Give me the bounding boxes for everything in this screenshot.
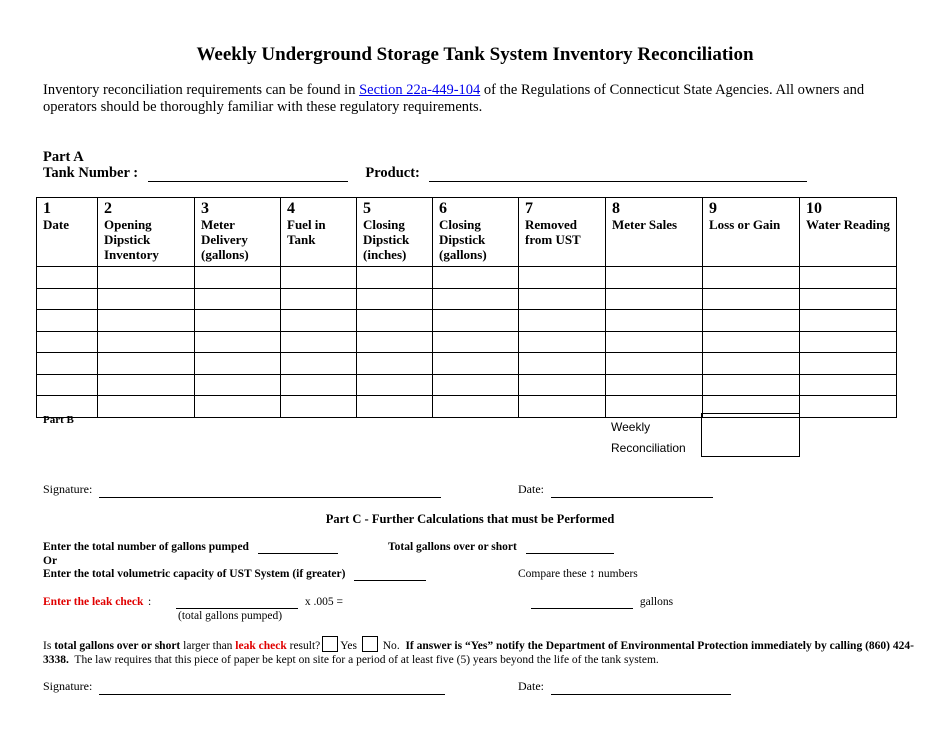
- table-cell[interactable]: [519, 396, 606, 418]
- inventory-table-body: [37, 267, 897, 418]
- table-cell[interactable]: [37, 331, 98, 353]
- table-cell[interactable]: [433, 331, 519, 353]
- compare-text-after: numbers: [598, 568, 638, 580]
- column-header-removed: 7 Removed from UST: [519, 198, 606, 267]
- gallons-pumped-field[interactable]: [258, 541, 338, 554]
- compare-arrow-icon: ↕: [589, 568, 596, 580]
- no-checkbox[interactable]: [362, 636, 378, 652]
- column-header-water-reading: 10 Water Reading: [800, 198, 897, 267]
- table-cell[interactable]: [519, 331, 606, 353]
- table-cell[interactable]: [606, 374, 703, 396]
- intro-text-after: of the Regulations of Connecticut State Agencies. All owners and operators should be thoroughly familiar with these regulatory requirements.: [43, 82, 865, 115]
- table-cell[interactable]: [433, 353, 519, 375]
- yes-checkbox[interactable]: [322, 636, 338, 652]
- table-header-row: [37, 198, 897, 267]
- table-cell[interactable]: [281, 267, 357, 289]
- table-cell[interactable]: [98, 267, 195, 289]
- intro-text-before: Inventory reconciliation requirements can be found in: [43, 82, 360, 98]
- table-row: [37, 331, 897, 353]
- compare-text: Compare these: [518, 568, 587, 580]
- table-cell[interactable]: [606, 267, 703, 289]
- column-header-meter-sales: 8 Meter Sales: [606, 198, 703, 267]
- table-cell[interactable]: [703, 353, 800, 375]
- part-a-section: [43, 149, 807, 182]
- intro-paragraph: [43, 82, 903, 116]
- column-header-opening-dipstick: 2 Opening Dipstick Inventory: [98, 198, 195, 267]
- total-pumped-note: (total gallons pumped): [178, 610, 283, 622]
- leak-check-row: [176, 596, 343, 609]
- table-row: [37, 267, 897, 289]
- table-cell[interactable]: [800, 267, 897, 289]
- table-cell[interactable]: [37, 353, 98, 375]
- table-cell[interactable]: [98, 374, 195, 396]
- table-cell[interactable]: [98, 310, 195, 332]
- notice-paragraph: Is total gallons over or short larger than leak check result? Yes No. If answer is “Yes” notify the Department of Environmental Protection immediately by calling (860) 424-3338. The law requires that this piece of paper be kept on site for a period of at least five (5) years beyond the life of the tank system.: [43, 636, 923, 667]
- volumetric-row: [43, 568, 426, 581]
- table-cell[interactable]: [800, 331, 897, 353]
- table-cell[interactable]: [37, 310, 98, 332]
- column-header-closing-gallons: 6 Closing Dipstick (gallons): [433, 198, 519, 267]
- table-cell[interactable]: [519, 288, 606, 310]
- table-cell[interactable]: [433, 267, 519, 289]
- notice-law: The law requires that this piece of paper be kept on site for a period of at least five (5) years beyond the life of the tank system.: [74, 654, 659, 666]
- volumetric-label: Enter the total volumetric capacity of UST System (if greater): [43, 568, 346, 580]
- table-row: [37, 353, 897, 375]
- table-cell[interactable]: [195, 267, 281, 289]
- column-header-closing-inches: 5 Closing Dipstick (inches): [357, 198, 433, 267]
- table-cell[interactable]: [703, 374, 800, 396]
- table-cell[interactable]: [357, 353, 433, 375]
- multiplier-text: x .005 =: [304, 596, 343, 608]
- signature-field-1[interactable]: [99, 482, 441, 498]
- table-cell[interactable]: [98, 331, 195, 353]
- leak-result-row: [531, 596, 673, 609]
- gallons-label: gallons: [639, 596, 674, 608]
- table-cell[interactable]: [281, 310, 357, 332]
- table-row: [37, 288, 897, 310]
- yes-label: Yes: [340, 640, 357, 652]
- table-cell[interactable]: [37, 374, 98, 396]
- table-cell[interactable]: [433, 310, 519, 332]
- table-cell[interactable]: [98, 353, 195, 375]
- table-cell[interactable]: [606, 331, 703, 353]
- table-cell[interactable]: [357, 288, 433, 310]
- tank-number-field[interactable]: [148, 165, 348, 182]
- signature-row-2: [43, 679, 445, 695]
- table-cell[interactable]: [281, 374, 357, 396]
- table-cell[interactable]: [606, 288, 703, 310]
- table-cell[interactable]: [281, 331, 357, 353]
- date-row-1: [518, 482, 713, 498]
- table-cell[interactable]: [606, 353, 703, 375]
- regulation-link[interactable]: Section 22a-449-104: [359, 82, 481, 98]
- table-cell[interactable]: [357, 396, 433, 418]
- table-cell[interactable]: [703, 310, 800, 332]
- table-cell[interactable]: [433, 288, 519, 310]
- table-cell[interactable]: [703, 331, 800, 353]
- table-cell[interactable]: [703, 288, 800, 310]
- weekly-reconciliation-field[interactable]: [701, 413, 800, 457]
- table-cell[interactable]: [357, 310, 433, 332]
- table-cell[interactable]: [357, 267, 433, 289]
- product-field[interactable]: [429, 165, 807, 182]
- table-cell[interactable]: [800, 310, 897, 332]
- date-label: Date:: [518, 482, 544, 496]
- table-cell[interactable]: [281, 353, 357, 375]
- total-over-short-field[interactable]: [526, 541, 614, 554]
- table-cell[interactable]: [433, 396, 519, 418]
- signature-label-2: Signature:: [43, 679, 93, 693]
- compare-row: [518, 568, 638, 580]
- weekly-reconciliation-label: Weekly Reconciliation: [611, 420, 686, 455]
- table-cell[interactable]: [519, 267, 606, 289]
- table-cell[interactable]: [800, 374, 897, 396]
- leak-check-field[interactable]: [176, 596, 298, 609]
- table-cell[interactable]: [433, 374, 519, 396]
- column-header-fuel-in-tank: 4 Fuel in Tank: [281, 198, 357, 267]
- page-title: Weekly Underground Storage Tank System Inventory Reconciliation: [196, 44, 754, 65]
- table-cell[interactable]: [606, 396, 703, 418]
- signature-label: Signature:: [43, 482, 93, 496]
- table-cell[interactable]: [519, 353, 606, 375]
- date-field-2[interactable]: [551, 679, 731, 695]
- column-header-date: 1 Date: [37, 198, 98, 267]
- part-b-heading: Part B: [43, 414, 74, 426]
- date-field-1[interactable]: [551, 482, 713, 498]
- gallons-pumped-row: [43, 541, 338, 554]
- date-row-2: [518, 679, 731, 695]
- column-header-loss-gain: 9 Loss or Gain: [703, 198, 800, 267]
- table-cell[interactable]: [98, 396, 195, 418]
- table-cell[interactable]: [98, 288, 195, 310]
- volumetric-field[interactable]: [354, 568, 426, 581]
- table-cell[interactable]: [195, 374, 281, 396]
- no-label: No: [382, 640, 397, 652]
- leak-check-label: Enter the leak check: [43, 596, 144, 608]
- product-label: Product:: [365, 165, 420, 181]
- total-over-short-label: Total gallons over or short: [388, 541, 517, 553]
- total-over-short-row: [388, 541, 614, 554]
- table-cell[interactable]: [357, 331, 433, 353]
- table-cell[interactable]: [606, 310, 703, 332]
- table-row: [37, 310, 897, 332]
- or-label: Or: [43, 555, 58, 567]
- part-c-heading: Part C - Further Calculations that must be Performed: [325, 512, 615, 526]
- notice-instruction: If answer is “Yes” notify the Department of Environmental Protection immediately by calling (860) 424-3338.: [43, 640, 914, 666]
- column-header-meter-delivery: 3 Meter Delivery (gallons): [195, 198, 281, 267]
- table-cell[interactable]: [37, 288, 98, 310]
- signature-field-2[interactable]: [99, 679, 445, 695]
- leak-check-colon: :: [148, 596, 152, 608]
- table-cell[interactable]: [519, 310, 606, 332]
- table-cell[interactable]: [195, 288, 281, 310]
- table-row: [37, 374, 897, 396]
- table-cell[interactable]: [357, 374, 433, 396]
- gallons-pumped-label: Enter the total number of gallons pumped: [43, 541, 249, 553]
- table-cell[interactable]: [37, 267, 98, 289]
- tank-number-label: Tank Number :: [43, 165, 139, 181]
- leak-result-field[interactable]: [531, 596, 633, 609]
- table-cell[interactable]: [195, 353, 281, 375]
- table-cell[interactable]: [281, 288, 357, 310]
- table-cell[interactable]: [703, 267, 800, 289]
- table-cell[interactable]: [195, 396, 281, 418]
- inventory-table: [36, 197, 897, 418]
- table-cell[interactable]: [800, 353, 897, 375]
- table-cell[interactable]: [195, 310, 281, 332]
- date-label-2: Date:: [518, 679, 544, 693]
- table-cell[interactable]: [195, 331, 281, 353]
- part-a-heading: Part A: [43, 149, 84, 165]
- table-cell[interactable]: [800, 288, 897, 310]
- table-cell[interactable]: [800, 396, 897, 418]
- signature-row-1: [43, 482, 441, 498]
- table-cell[interactable]: [281, 396, 357, 418]
- table-cell[interactable]: [519, 374, 606, 396]
